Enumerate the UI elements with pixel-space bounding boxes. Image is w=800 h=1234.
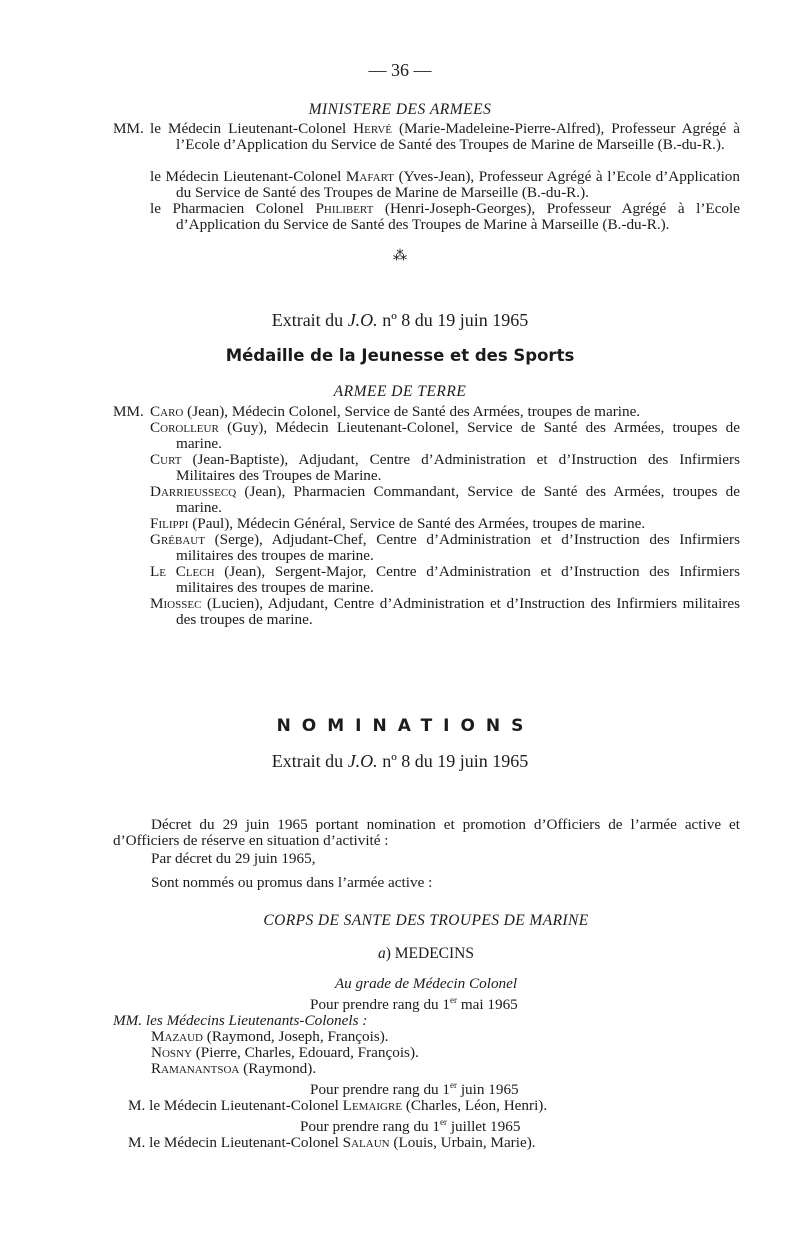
extrait-prefix: Extrait du xyxy=(271,751,348,771)
entry-name: Caro xyxy=(150,403,184,420)
medal-entry xyxy=(150,420,740,452)
entry-name: Hervé xyxy=(353,120,392,137)
entry-philibert xyxy=(150,201,740,233)
entry-rest: (Henri-Joseph-Georges), Professeur Agrégé à l’Ecole d’Application du Service de Santé des Troupes de Marine à Marseille (B.-du-R.). xyxy=(176,200,740,233)
entry-rest: (Guy), Médecin Lieutenant-Colonel, Service de Santé des Armées, troupes de marine. xyxy=(176,419,740,452)
medal-list xyxy=(150,404,740,628)
medal-entry xyxy=(150,596,740,628)
entry-name: Grébaut xyxy=(150,531,205,548)
rang-prefix: Pour prendre rang du 1 xyxy=(310,996,451,1013)
entry-name: Corolleur xyxy=(150,419,219,436)
medal-entry xyxy=(150,532,740,564)
extrait-prefix: Extrait du xyxy=(271,310,348,330)
nominee-salaun xyxy=(128,1135,536,1151)
extrait-jo-2 xyxy=(0,751,800,771)
entry-name: Darrieussecq xyxy=(150,483,237,500)
entry-rest: (Paul), Médecin Général, Service de Santé des Armées, troupes de marine. xyxy=(188,515,646,532)
entry-mafart xyxy=(150,169,740,201)
entry-lead: le Médecin Lieutenant-Colonel xyxy=(150,120,354,137)
rang-prefix: Pour prendre rang du 1 xyxy=(300,1118,441,1135)
mm-prefix-1: MM. xyxy=(113,120,144,137)
nominee-line xyxy=(151,1029,389,1045)
medal-entry xyxy=(150,452,740,484)
entry-rest: (Jean-Baptiste), Adjudant, Centre d’Administration et d’Instruction des Infirmiers Militaires des Troupes de Marine. xyxy=(176,451,740,484)
nominee-rest: (Charles, Léon, Henri). xyxy=(402,1097,548,1114)
rang-sup: er xyxy=(450,994,458,1005)
entry-name: Curt xyxy=(150,451,182,468)
entry-rest: (Jean), Pharmacien Commandant, Service de Santé des Armées, troupes de marine. xyxy=(176,483,740,516)
nominee-lead: M. le Médecin Lieutenant-Colonel xyxy=(128,1097,343,1114)
rang-sup: er xyxy=(450,1079,458,1090)
medal-entry xyxy=(150,516,740,532)
entry-name: Filippi xyxy=(150,515,189,532)
sub-text: ) MEDECINS xyxy=(385,945,474,962)
entry-rest: (Yves-Jean), Professeur Agrégé à l’Ecole d’Application du Service de Santé des Troupes de Marine de Marseille (B.-du-R.). xyxy=(176,168,740,201)
extrait-jo: J.O. xyxy=(347,310,378,330)
entry-herve xyxy=(150,121,740,153)
decret-paragraph: Décret du 29 juin 1965 portant nomination et promotion d’Officiers de l’armée active et d’Officiers de réserve en situation d’activité : xyxy=(113,816,740,849)
entry-name: Philibert xyxy=(315,200,374,217)
sont-nommes: Sont nommés ou promus dans l’armée active : xyxy=(151,874,433,891)
entry-name: Mafart xyxy=(345,168,394,185)
extrait-jo: J.O. xyxy=(347,751,378,771)
entry-rest: (Serge), Adjudant-Chef, Centre d’Administration et d’Instruction des Infirmiers militaires des troupes de marine. xyxy=(176,531,740,564)
nominee-rest: (Louis, Urbain, Marie). xyxy=(389,1134,536,1151)
nominee-line xyxy=(151,1045,419,1061)
nominee-lead: M. le Médecin Lieutenant-Colonel xyxy=(128,1134,343,1151)
rang-sup: er xyxy=(440,1116,448,1127)
nominee-line xyxy=(151,1061,316,1077)
rang-suffix: juillet 1965 xyxy=(447,1118,521,1135)
entry-lead: le Pharmacien Colonel xyxy=(150,200,316,217)
rang-suffix: juin 1965 xyxy=(457,1081,519,1098)
sub-letter: a xyxy=(377,945,386,962)
par-decret: Par décret du 29 juin 1965, xyxy=(151,850,316,867)
ministry-heading: MINISTERE DES ARMEES xyxy=(308,101,492,118)
corps-heading: CORPS DE SANTE DES TROUPES DE MARINE xyxy=(263,912,589,929)
medal-entry xyxy=(150,564,740,596)
rang-prefix: Pour prendre rang du 1 xyxy=(310,1081,451,1098)
mm-prefix-2: MM. xyxy=(113,403,144,420)
rang-juillet xyxy=(300,1116,521,1135)
entry-rest: (Jean), Sergent-Major, Centre d’Administration et d’Instruction des Infirmiers militaires des troupes de marine. xyxy=(176,563,740,596)
nominee-name: Salaun xyxy=(342,1134,390,1151)
extrait-suffix: nº 8 du 19 juin 1965 xyxy=(377,751,529,771)
nominee-rest: (Raymond). xyxy=(239,1060,317,1077)
rang-suffix: mai 1965 xyxy=(457,996,518,1013)
entry-name: Miossec xyxy=(150,595,202,612)
nominee-lemaigre xyxy=(128,1098,547,1114)
medal-heading: Médaille de la Jeunesse et des Sports xyxy=(225,346,575,365)
rang-juin xyxy=(310,1079,519,1098)
page-number: — 36 — xyxy=(368,60,432,80)
mm-les-medecins: MM. les Médecins Lieutenants-Colonels : xyxy=(113,1012,368,1029)
nominee-rest: (Pierre, Charles, Edouard, François). xyxy=(191,1044,419,1061)
armee-terre-heading: ARMEE DE TERRE xyxy=(333,383,467,400)
nominee-name: Ramanantsoa xyxy=(151,1060,240,1077)
medal-entry xyxy=(150,404,740,420)
entry-lead: le Médecin Lieutenant-Colonel xyxy=(150,168,346,185)
entry-rest: (Jean), Médecin Colonel, Service de Santé des Armées, troupes de marine. xyxy=(183,403,641,420)
extrait-jo-1 xyxy=(0,310,800,330)
entry-rest: (Lucien), Adjudant, Centre d’Administration et d’Instruction des Infirmiers militaires des troupes de marine. xyxy=(176,595,740,628)
entry-name: Le Clech xyxy=(150,563,215,580)
grade-heading: Au grade de Médecin Colonel xyxy=(334,975,518,992)
extrait-suffix: nº 8 du 19 juin 1965 xyxy=(377,310,529,330)
medecins-subheading xyxy=(0,946,800,962)
nominee-name: Mazaud xyxy=(151,1028,203,1045)
asterism-separator: ⁂ xyxy=(393,249,407,264)
rang-mai xyxy=(310,994,518,1013)
entry-rest: (Marie-Madeleine-Pierre-Alfred), Professeur Agrégé à l’Ecole d’Application du Service de Santé des Troupes de Marine de Marseille (B.-du-R.). xyxy=(176,120,740,153)
nominee-name: Lemaigre xyxy=(342,1097,403,1114)
medal-entry xyxy=(150,484,740,516)
nominations-heading: NOMINATIONS xyxy=(276,716,535,736)
nominee-name: Nosny xyxy=(151,1044,192,1061)
nominee-rest: (Raymond, Joseph, François). xyxy=(203,1028,389,1045)
